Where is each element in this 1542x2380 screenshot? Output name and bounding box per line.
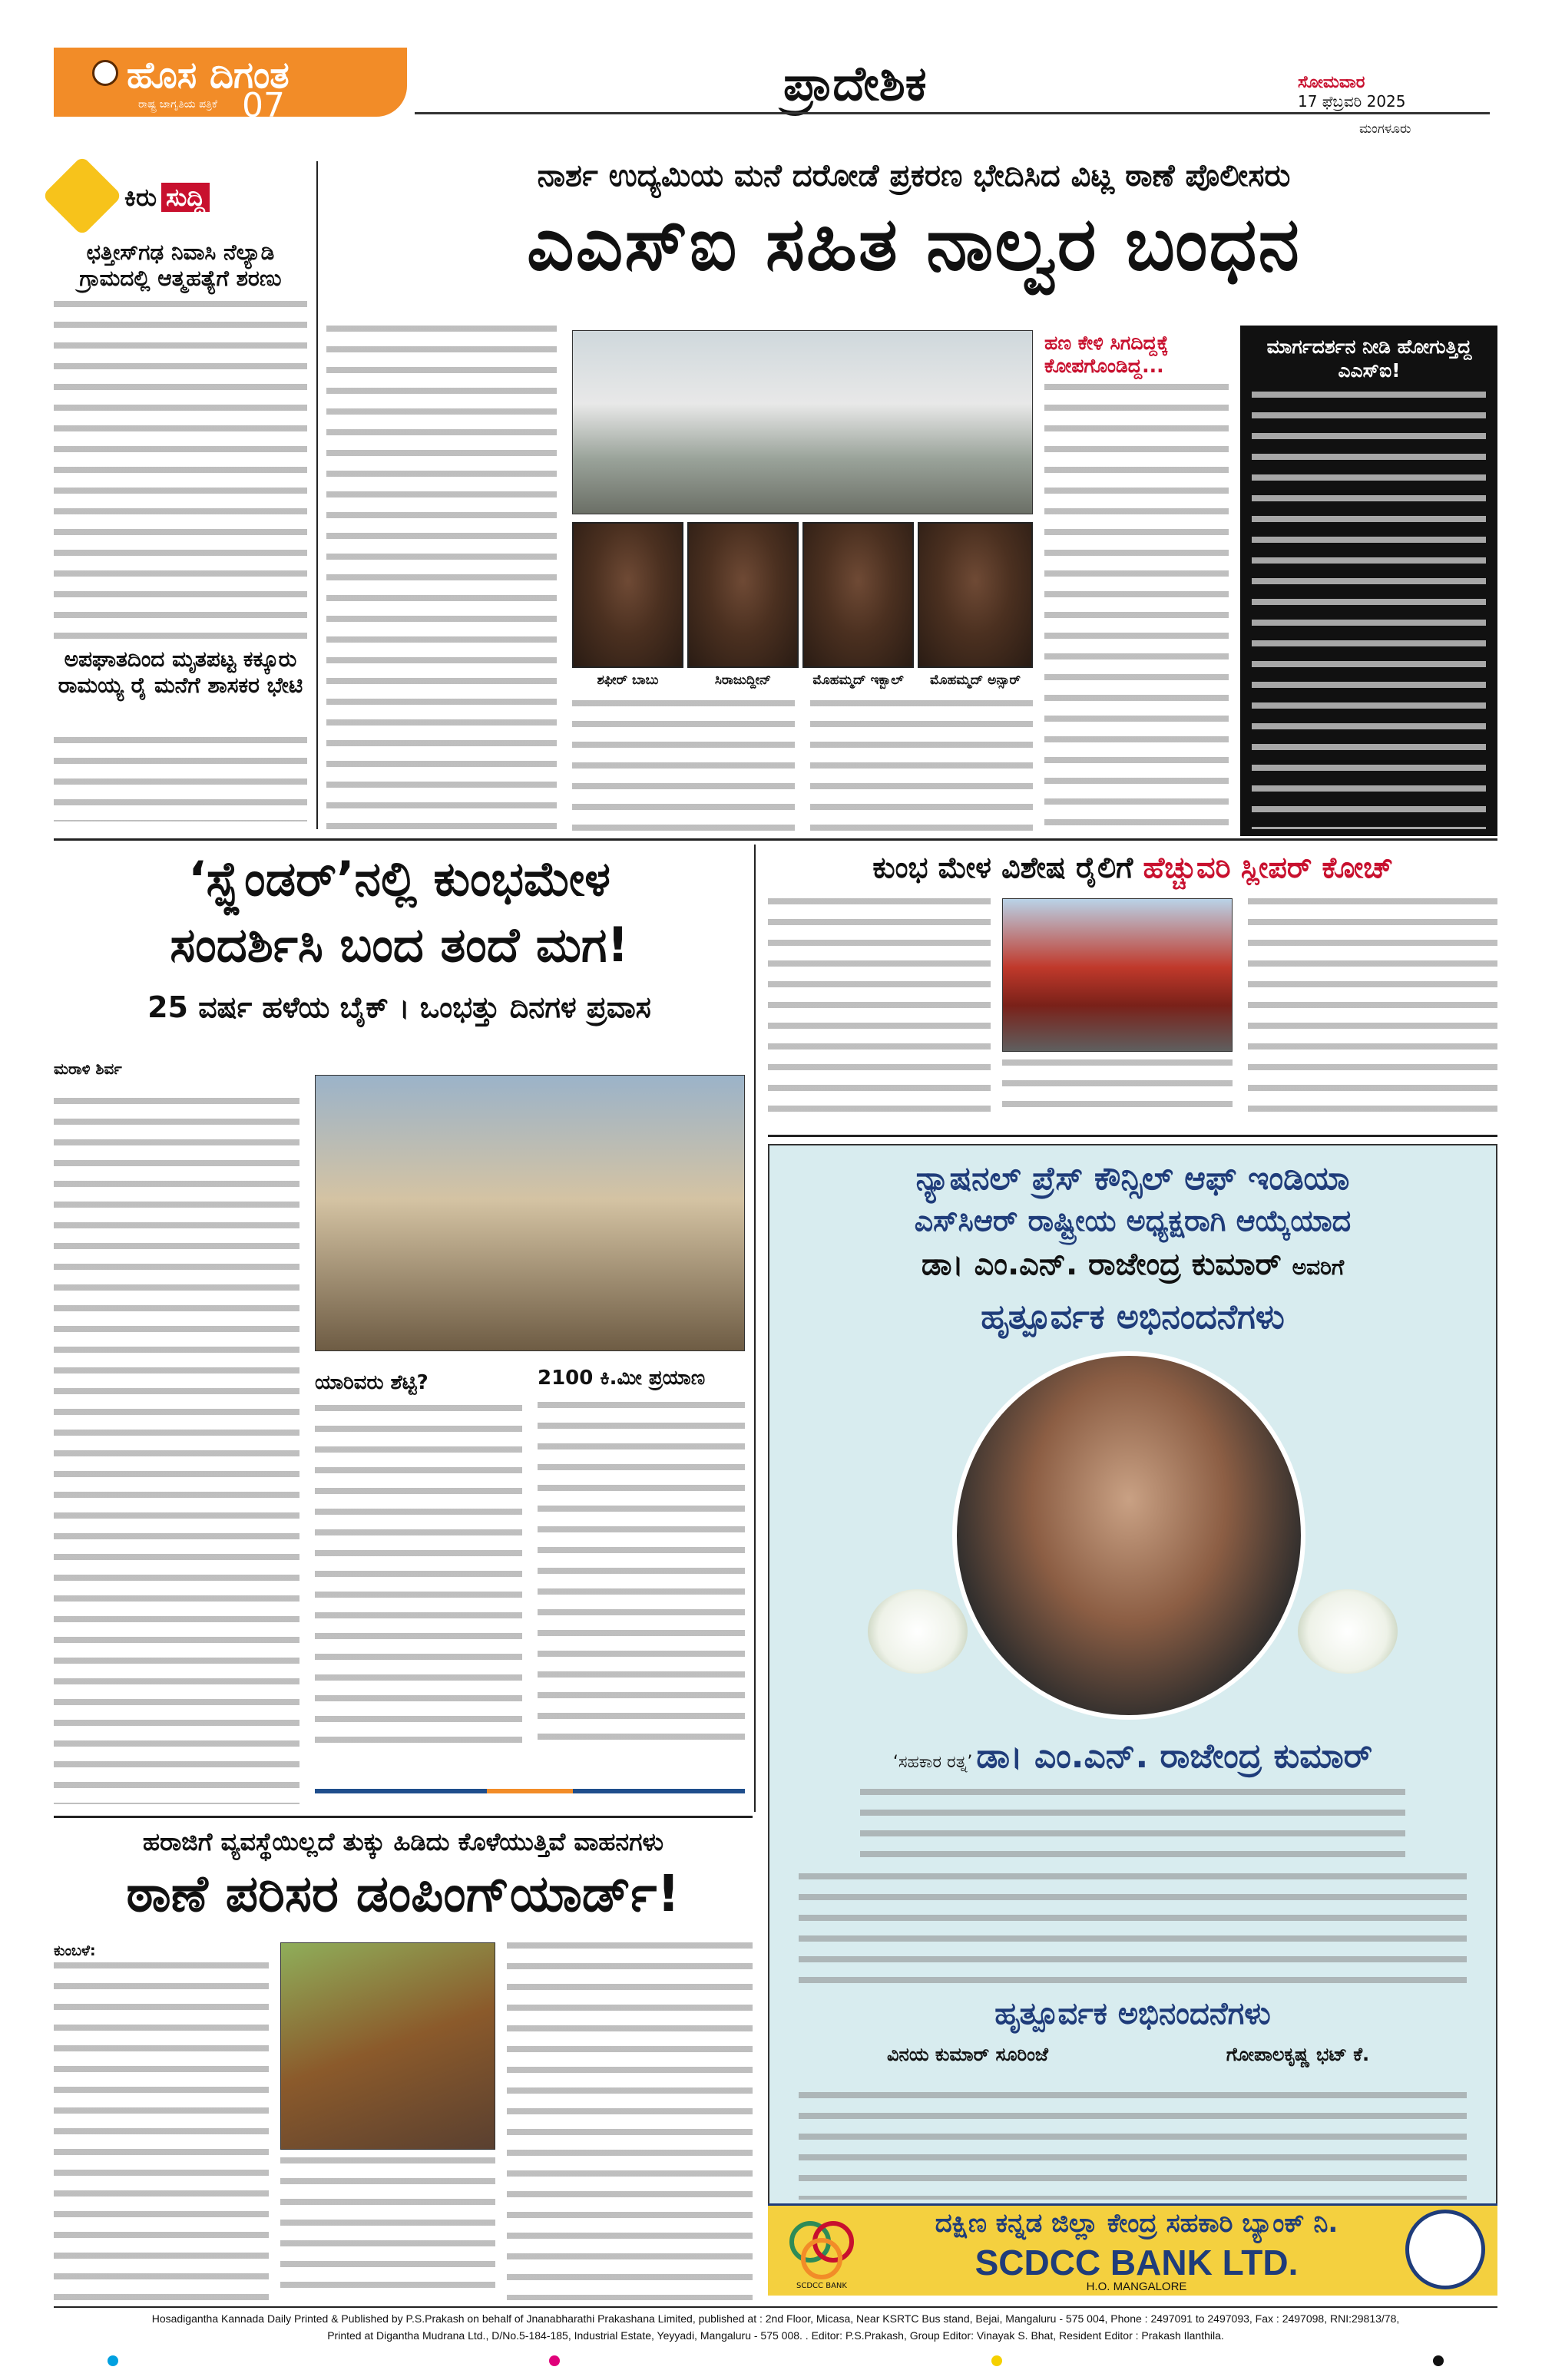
kiru-item1-title: ಛತ್ತೀಸ್‌ಗಢ ನಿವಾಸಿ ನೆಲ್ಯಾಡಿ ಗ್ರಾಮದಲ್ಲಿ ಆತ್ಮಹತ್ಯೆಗೆ ಶರಣು bbox=[79, 240, 282, 291]
color-dot-black bbox=[1433, 2355, 1444, 2366]
splendor-box1-body bbox=[315, 1405, 522, 1750]
suspect-photo-2 bbox=[687, 522, 799, 668]
caption-2: ಸಿರಾಜುದ್ದೀನ್ bbox=[714, 673, 772, 688]
train-body-col1 bbox=[768, 898, 991, 1121]
asi-sidebar-body bbox=[1252, 392, 1486, 829]
lead-house-photo bbox=[572, 330, 1033, 514]
dumping-dateline: ಕುಂಬಳೆ: bbox=[54, 1942, 96, 1959]
bank-seal-icon bbox=[1405, 2210, 1485, 2289]
bank-city: H.O. MANGALORE bbox=[1086, 2280, 1187, 2293]
ad-flowers-right-icon bbox=[1298, 1589, 1398, 1674]
ad-citation-text bbox=[799, 1873, 1467, 1988]
caption-3: ಮೊಹಮ್ಮದ್ ಇಕ್ಬಾಲ್ bbox=[812, 673, 904, 688]
ad-honoree-name: ಡಾ। ಎಂ.ಎನ್. ರಾಜೇಂದ್ರ ಕುಮಾರ್ bbox=[976, 1737, 1373, 1776]
ad-greeting-2: ಹೃತ್ಪೂರ್ವಕ ಅಭಿನಂದನೆಗಳು bbox=[994, 1996, 1271, 2031]
ad-title-3 bbox=[768, 1247, 1497, 1282]
ad-designation-text bbox=[860, 1789, 1405, 1866]
bank-name-en: SCDCC BANK LTD. bbox=[975, 2243, 1299, 2282]
kiru-suddi-label bbox=[124, 183, 210, 213]
issue-day: ಸೋಮವಾರ bbox=[1298, 73, 1365, 92]
ad-title-1: ನ್ಯಾಷನಲ್ ಪ್ರೆಸ್ ಕೌನ್ಸಿಲ್ ಆಫ್ ಇಂಡಿಯಾ bbox=[915, 1159, 1350, 1197]
caption-4: ಮೊಹಮ್ಮದ್ ಅನ್ಸಾರ್ bbox=[930, 673, 1021, 688]
ad-honoree-prefix: ‘ಸಹಕಾರ ರತ್ನ’ bbox=[892, 1753, 973, 1772]
color-dot-cyan bbox=[108, 2355, 118, 2366]
splendor-bike-photo bbox=[315, 1075, 745, 1351]
column-rule-mid bbox=[754, 845, 756, 1812]
splendor-box1-title: ಯಾರಿವರು ಶೆಟ್ಟಿ? bbox=[315, 1371, 429, 1394]
header-rule bbox=[415, 112, 1490, 114]
ad-honoree bbox=[768, 1737, 1497, 1776]
brand-name: ಹೊಸ ದಿಗಂತ bbox=[127, 54, 290, 97]
splendor-body-col1 bbox=[54, 1098, 299, 1804]
section-divider-3 bbox=[54, 1816, 753, 1818]
ad-directors-text bbox=[799, 2092, 1467, 2200]
splendor-byline: ಮರಾಳಿ ಶಿರ್ವ bbox=[54, 1059, 122, 1078]
lead-body-col3 bbox=[810, 700, 1033, 831]
ad-title-3-tail: ಅವರಿಗೆ bbox=[1292, 1254, 1345, 1280]
dumping-vehicles-photo bbox=[280, 1942, 495, 2150]
suspect-photo-1 bbox=[572, 522, 683, 668]
ad-greeting: ಹೃತ್ಪೂರ್ವಕ ಅಭಿನಂದನೆಗಳು bbox=[981, 1297, 1285, 1337]
lead-kicker: ನಾರ್ಶ ಉದ್ಯಮಿಯ ಮನೆ ದರೋಡೆ ಪ್ರಕರಣ ಭೇದಿಸಿದ ವಿಟ್ಲ ಠಾಣೆ ಪೊಲೀಸರು bbox=[537, 158, 1291, 193]
splendor-box2-title: 2100 ಕಿ.ಮೀ ಪ್ರಯಾಣ bbox=[538, 1367, 706, 1390]
lead-body-col1 bbox=[326, 326, 557, 832]
registration-marks bbox=[108, 2355, 1444, 2369]
ad-flowers-left-icon bbox=[868, 1589, 968, 1674]
splendor-headline-2: ಸಂದರ್ಶಿಸಿ ಬಂದ ತಂದೆ ಮಗ! bbox=[170, 917, 629, 973]
section-title: ಪ್ರಾದೇಶಿಕ bbox=[783, 55, 927, 111]
dumping-body-col3 bbox=[507, 1942, 753, 2300]
kiru-item2-title: ಅಪಘಾತದಿಂದ ಮೃತಪಟ್ಟ ಕಕ್ಕೂರು ರಾಮಯ್ಯ ರೈ ಮನೆಗೆ ಶಾಸಕರ ಭೇಟಿ bbox=[58, 646, 303, 698]
kiru-item2-body bbox=[54, 737, 307, 821]
bank-name-kn: ದಕ್ಷಿಣ ಕನ್ನಡ ಜಿಲ್ಲಾ ಕೇಂದ್ರ ಸಹಕಾರಿ ಬ್ಯಾಂಕ್ ನಿ. bbox=[935, 2208, 1338, 2239]
ad-title-2: ಎಸ್‌ಸಿಆರ್ ರಾಷ್ಟ್ರೀಯ ಅಧ್ಯಕ್ಷರಾಗಿ ಆಯ್ಕೆಯಾದ bbox=[914, 1204, 1352, 1238]
color-dot-magenta bbox=[549, 2355, 560, 2366]
caption-1: ಶಫೀರ್ ಬಾಬು bbox=[597, 673, 659, 688]
splendor-headline-1: ‘ಸ್ಪ್ಲೆಂಡರ್’ನಲ್ಲಿ ಕುಂಭಮೇಳ bbox=[188, 851, 611, 907]
suddi-label: ಸುದ್ದಿ bbox=[161, 183, 210, 212]
lead-subhead-1: ಹಣ ಕೇಳಿ ಸಿಗದಿದ್ದಕ್ಕೆ ಕೋಪಗೊಂಡಿದ್ದ... bbox=[1044, 332, 1169, 377]
train-photo bbox=[1002, 898, 1233, 1052]
color-dot-yellow bbox=[991, 2355, 1002, 2366]
column-rule-left bbox=[316, 161, 318, 829]
lead-body-col4 bbox=[1044, 384, 1229, 829]
bank-rings-icon bbox=[779, 2211, 864, 2288]
bank-logo-label: SCDCC BANK bbox=[796, 2282, 847, 2290]
brand-tagline: ರಾಷ್ಟ್ರ ಜಾಗೃತಿಯ ಪತ್ರಿಕೆ bbox=[138, 98, 217, 111]
kiru-item1-body bbox=[54, 301, 307, 639]
train-headline-b: ಹೆಚ್ಚುವರಿ ಸ್ಲೀಪರ್ ಕೋಚ್ bbox=[1143, 851, 1393, 884]
decorative-stripe bbox=[315, 1789, 745, 1793]
splendor-box2-body bbox=[538, 1402, 745, 1750]
lead-body-col2 bbox=[572, 700, 795, 831]
train-body-col2 bbox=[1002, 1059, 1233, 1121]
dumping-body-col1 bbox=[54, 1962, 269, 2300]
issue-city: ಮಂಗಳೂರು bbox=[1359, 121, 1411, 137]
footer-rule bbox=[54, 2306, 1497, 2308]
kiru-label: ಕಿರು bbox=[124, 183, 157, 212]
suspect-photo-4 bbox=[918, 522, 1033, 668]
splendor-deck: 25 ವರ್ಷ ಹಳೆಯ ಬೈಕ್ । ಒಂಭತ್ತು ದಿನಗಳ ಪ್ರವಾಸ bbox=[147, 990, 651, 1024]
kiru-suddi-icon bbox=[42, 156, 123, 236]
section-divider-2 bbox=[768, 1135, 1497, 1137]
masthead-logo-icon bbox=[92, 60, 118, 86]
ad-signer-2: ಗೋಪಾಲಕೃಷ್ಣ ಭಟ್ ಕೆ. bbox=[1226, 2044, 1370, 2065]
issue-date: 17 ಫೆಬ್ರವರಿ 2025 bbox=[1298, 92, 1406, 111]
section-divider-1 bbox=[54, 838, 1497, 841]
imprint-line-2: Printed at Digantha Mudrana Ltd., D/No.5-184-185, Industrial Estate, Yeyyadi, Mangaluru - 575 008. . Editor: P.S.Prakash, Group Editor: Vinayak S. Bhat, Resident Editor : Prakash Ilanthila. bbox=[327, 2329, 1224, 2342]
ad-signer-1: ವಿನಯ ಕುಮಾರ್ ಸೂರಿಂಜೆ bbox=[887, 2044, 1048, 2065]
train-body-col3 bbox=[1248, 898, 1497, 1121]
page-number: 07 bbox=[242, 86, 285, 125]
dumping-kicker: ಹರಾಜಿಗೆ ವ್ಯವಸ್ಥೆಯಿಲ್ಲದೆ ತುಕ್ಕು ಹಿಡಿದು ಕೊಳೆಯುತ್ತಿವೆ ವಾಹನಗಳು bbox=[142, 1827, 664, 1856]
dumping-body-col2 bbox=[280, 2157, 495, 2300]
suspect-photo-3 bbox=[802, 522, 914, 668]
bank-logo-icon bbox=[779, 2211, 864, 2288]
dumping-headline: ಠಾಣೆ ಪರಿಸರ ಡಂಪಿಂಗ್‌ಯಾರ್ಡ್! bbox=[126, 1864, 680, 1923]
lead-subhead-2: ಮಾರ್ಗದರ್ಶನ ನೀಡಿ ಹೋಗುತ್ತಿದ್ದ ಎಎಸ್‌ಐ! bbox=[1266, 336, 1472, 382]
imprint-line-1: Hosadigantha Kannada Daily Printed & Published by P.S.Prakash on behalf of Jnanabharathi Prakashana Limited, published at : 2nd Floor, Micasa, Near KSRTC Bus stand, Bejai, Mangaluru - 575 004, Phone : 2497091 to 2497093, Fax : 2497098, RNI:29813/78, bbox=[151, 2312, 1400, 2325]
train-headline bbox=[768, 851, 1497, 885]
ad-title-3-name: ಡಾ। ಎಂ.ಎನ್. ರಾಜೇಂದ್ರ ಕುಮಾರ್ bbox=[921, 1247, 1282, 1282]
ad-portrait bbox=[952, 1351, 1305, 1720]
lead-headline: ಎಎಸ್‌ಐ ಸಹಿತ ನಾಲ್ವರ ಬಂಧನ bbox=[527, 201, 1301, 287]
train-headline-a: ಕುಂಭ ಮೇಳ ವಿಶೇಷ ರೈಲಿಗೆ bbox=[872, 851, 1143, 884]
